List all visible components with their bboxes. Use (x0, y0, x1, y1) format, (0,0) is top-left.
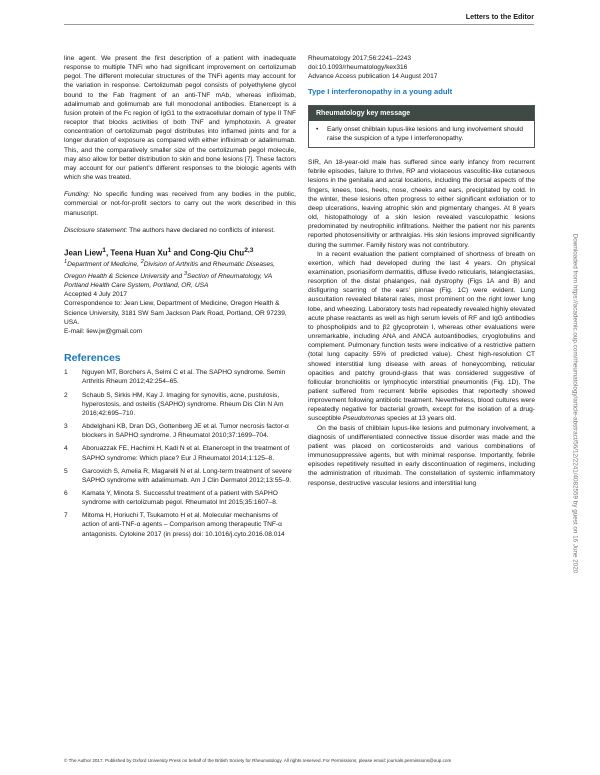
journal-citation: Rheumatology 2017;56:2241–2243 (308, 55, 412, 62)
reference-number: 7 (64, 512, 68, 520)
accepted-date: Accepted 4 July 2017 (64, 291, 128, 299)
key-message-box (308, 105, 535, 148)
references-heading: References (64, 352, 121, 365)
correspondence: Correspondence to: Jean Liew, Department of Medicine, Oregon Health & Science University, 3181 SW Sam Jackson Park Road, Portland, OR 97239, USA. (64, 300, 287, 326)
reference-item (64, 467, 296, 485)
author-name: Teena Huan Xu (110, 248, 168, 258)
reference-number: 2 (64, 391, 68, 399)
reference-item (64, 444, 296, 462)
disclosure-text: The authors have declared no conflicts of interest. (127, 226, 275, 234)
reference-number: 1 (64, 369, 68, 377)
paragraph-text: species at 13 years old. (384, 415, 457, 423)
author-separator: and (171, 248, 190, 258)
disclosure-label: Disclosure statement: (64, 226, 128, 234)
paragraph-text: In a recent evaluation the patient complained of shortness of breath on exertion, which had developed during the last 4 years. On physical examination, psoriasiform dermatitis, diffuse livedo reticularis, telangiectasias, resorption of the distal phalanges, nail dystrophy (Figs 1A and B) and disfiguring scarring of the ears’ pinnae (Fig. 1C) were evident. Lung auscultation revealed bilateral rales, most prominent on the right lower lung lobe, and wheezing. Laboratory tests had repeatedly revealed highly elevated acute phase reactants as well as high serum levels of RF and IgG antibodies to phospholipids and to β2 glycoprotein I, whereas other evaluations were unremarkable, including ANA and ANCA autoantibodies, cryoglobulins and complement. Pulmonary function tests were indicative of a restrictive pattern (total lung capacity 55% of predicted value). Chest high-resolution CT showed interstitial lung disease with areas of honeycombing, reticular opacities and patchy ground-glass that was considered suggestive of follicular bronchiolitis or lymphocytic interstitial pneumonitis (Fig. 1D). The patient suffered from recurrent febrile episodes that reportedly showed improvement following antibiotic treatment. Nevertheless, blood cultures were repeatedly negative for bacterial growth, except for the isolation of a drug-susceptible (308, 250, 535, 423)
reference-text: Garcovich S, Amelia R, Magarelli N et al. Long-term treatment of severe SAPHO syndrome with adalimumab. Am J Clin Dermatol 2012;13:55–9. (82, 467, 292, 484)
copyright-footer: © The Author 2017. Published by Oxford University Press on behalf of the British Society for Rheumatology. All rights reserved. For Permissions, please email: journals.permissions@oup.com (64, 758, 452, 763)
reference-text: Nguyen MT, Borchers A, Selmi C et al. The SAPHO syndrome. Semin Arthritis Rheum 2012;42:254–65. (82, 369, 286, 386)
download-notice: Downloaded from https://academic.oup.com/rheumatology/article-abstract/56/12/2241/4082559 by guest on 16 June 2020 (571, 233, 579, 574)
author-list (64, 245, 296, 259)
affiliation-text: Section of Rheumatology, VA Portland Health Care System, Portland, OR, USA (64, 273, 272, 290)
reference-item (64, 511, 296, 538)
author-name: Cong-Qiu Chu (189, 248, 245, 258)
reference-item (64, 368, 296, 386)
header-rule (64, 24, 534, 25)
left-column (64, 54, 296, 543)
body-paragraph: On the basis of chilblain lupus-like lesions and pulmonary involvement, a diagnosis of undifferentiated connective tissue disorder was made and the patient was placed on corticosteroids and various combinations of immunosuppressive agents, but with minimal response. Importantly, febrile episodes repetitively resulted in early discontinuation of regimens, including the administration of rituximab. The constellation of systemic inflammatory response, destructive vascular lesions and interstitial lung (308, 424, 535, 487)
body-paragraph: SIR, An 18-year-old male has suffered since early infancy from recurrent febrile episodes, failure to thrive, RP and violaceous vasculitic-like cutaneous lesions in the genitalia and acral locations, including the dorsal aspects of the fingers, knees, toes, heels, nose, cheeks and ears, precipitated by cold. In the winter, these lesions often progress to either significant exfoliation or to deep ulcerations, leaving atrophic skin and pigmentary changes. At 8 years old, histopathology of a skin lesion revealed vasculopathic lesions predominated by neutrophilic infiltrations. Neither the patient nor his parents reported photosensitivity or arthralgias. His skin lesions improved significantly during the summer. Family history was not contributory. (308, 159, 535, 249)
disclosure-statement (64, 226, 296, 235)
affiliation-number: 1 (64, 259, 68, 266)
article-title: Type I interferonopathy in a young adult (308, 87, 453, 97)
key-message-title: Rheumatology key message (309, 106, 534, 121)
bullet-icon: • (316, 125, 319, 133)
key-message-body (309, 121, 534, 147)
reference-list (64, 368, 296, 539)
doi: doi:10.1093/rheumatology/kex316 (308, 64, 408, 72)
affiliation-number: 3 (183, 270, 187, 277)
download-sidebar (570, 170, 580, 640)
funding-label: Funding: (64, 191, 90, 199)
key-message-text: Early onset chilblain lupus-like lesions and lung involvement should raise the suspicion of a type I interferonopathy. (327, 125, 524, 142)
affiliation-text: Division of Arthritis and Rheumatic Diseases, Oregon Health & Science University and (64, 261, 276, 280)
reference-text: Abdelghani KB, Dran DG, Gottenberg JE et al. Tumor necrosis factor-α blockers in SAPHO syndrome. J Rheumatol 2010;37:1699–704. (82, 423, 289, 440)
reference-text: Mitoma H, Horiuchi T, Tsukamoto H et al. Molecular mechanisms of action of anti-TNF-α agents – Comparison among therapeutic TNF-α antagonists. Cytokine 2017 (in press) doi: 10.1016/j.cyto.2016.08.014 (82, 512, 285, 538)
affiliations (64, 258, 296, 290)
body-paragraph: line agent. We present the first description of a patient with inadequate response to multiple TNFi who had significant improvement on certolizumab pegol. The different molecular structures of the TNFi agents may account for the variation in response. Certolizumab pegol consists of polyethylene glycol bound to the Fab fragment of an anti-TNF mAb, whereas infliximab, adalimumab and golimumab are full monoclonal antibodies. Etanercept is a fusion protein of the Fc region of IgG1 to the extracellular domain of type II TNF receptor that blocks activities of both TNF and lymphotoxin. A greater concentration of certolizumab pegol distributes into inflamed joints and for a longer duration of exposure as compared with either infliximab or adalimumab. This, and the comparatively smaller size of the certolizumab pegol molecule, may also allow for better distribution to skin and bone lesions [7]. These factors may account for our patient’s different responses to the biologic agents with which she was treated. (64, 55, 296, 182)
email: E-mail: liew.jw@gmail.com (64, 327, 143, 335)
reference-number: 6 (64, 489, 68, 497)
reference-number: 4 (64, 445, 68, 453)
funding-statement (64, 190, 296, 217)
reference-number: 5 (64, 467, 68, 475)
reference-number: 3 (64, 423, 68, 431)
species-name: Pseudomonas (342, 415, 385, 423)
author-separator: , (105, 248, 111, 258)
advance-access: Advance Access publication 14 August 2017 (308, 73, 438, 81)
reference-item (64, 391, 296, 418)
funding-text: No specific funding was received from any bodies in the public, commercial or not-for-profit sectors to carry out the work described in this manuscript. (64, 191, 296, 217)
reference-text: Schaub S, Sirkis HM, Kay J. Imaging for synovitis, acne, pustulosis, hyperostosis, and osteitis (SAPHO) syndrome. Rheum Dis Clin N Am 2016;42:695–710. (82, 391, 284, 417)
reference-item (64, 422, 296, 440)
affiliation-text: Department of Medicine, (67, 261, 141, 269)
author-name: Jean Liew (64, 248, 103, 258)
reference-text: Kamata Y, Minota S. Successful treatment of a patient with SAPHO syndrome with certolizumab pegol. Rheumatol Int 2015;35:1607–8. (82, 489, 278, 507)
body-paragraph (308, 250, 535, 424)
reference-item (64, 489, 296, 507)
author-affiliation-mark: 1 (167, 246, 172, 254)
reference-text: Aboruazzak FE, Hachimi H, Kadi N et al. Etanercept in the treatment of SAPHO syndrome: Which place? Eur J Rheumatol 2014;1:125–8. (82, 445, 290, 462)
author-affiliation-mark: 2,3 (244, 246, 254, 254)
right-column (308, 54, 535, 488)
affiliation-number: 2 (140, 259, 144, 266)
running-header: Letters to the Editor (465, 12, 534, 21)
author-affiliation-mark: 1 (102, 246, 106, 254)
